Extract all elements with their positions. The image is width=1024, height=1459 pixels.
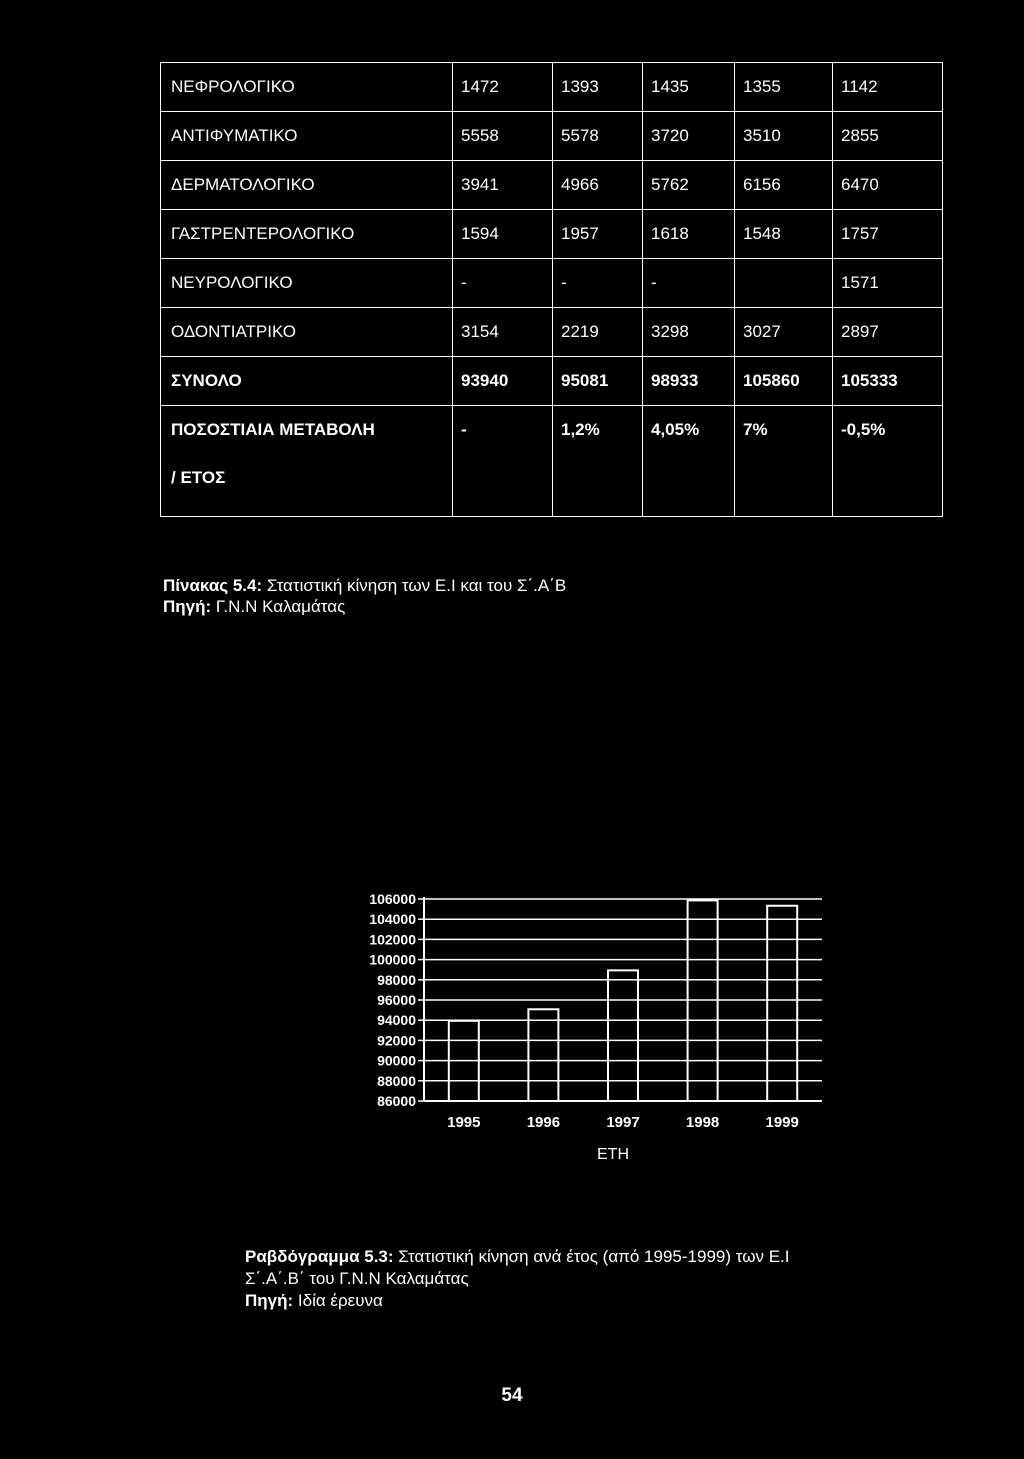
chart-y-tick-label: 100000 xyxy=(369,951,416,968)
table-cell: 5762 xyxy=(643,161,735,210)
table-cell: 3720 xyxy=(643,112,735,161)
chart-source-text: Ιδία έρευνα xyxy=(297,1291,383,1310)
table-cell: 1957 xyxy=(553,210,643,259)
table-cell: - xyxy=(453,259,553,308)
chart-source-label: Πηγή: xyxy=(245,1291,294,1310)
table-cell: 5578 xyxy=(553,112,643,161)
table-cell: 1548 xyxy=(735,210,833,259)
table-caption-label: Πίνακας 5.4: xyxy=(163,576,263,595)
chart-x-tick-label: 1998 xyxy=(685,1114,720,1131)
percent-change-label-line1: ΠΟΣΟΣΤΙΑΙΑ ΜΕΤΑΒΟΛΗ xyxy=(171,420,375,439)
table-cell: 6156 xyxy=(735,161,833,210)
chart-y-tick-label: 88000 xyxy=(377,1072,416,1089)
row-label: ΓΑΣΤΡΕΝΤΕΡΟΛΟΓΙΚΟ xyxy=(161,210,453,259)
chart-x-tick-label: 1997 xyxy=(606,1114,640,1131)
table-cell: - xyxy=(643,259,735,308)
table-cell: -0,5% xyxy=(833,406,943,517)
total-label: ΣΥΝΟΛΟ xyxy=(161,357,453,406)
table-source-text: Γ.Ν.Ν Καλαμάτας xyxy=(215,597,346,616)
table-cell: 1393 xyxy=(553,63,643,112)
row-label: ΝΕΦΡΟΛΟΓΙΚΟ xyxy=(161,63,453,112)
table-cell: 2897 xyxy=(833,308,943,357)
row-label: ΝΕΥΡΟΛΟΓΙΚΟ xyxy=(161,259,453,308)
chart-x-tick-label: 1995 xyxy=(447,1114,481,1131)
table-cell: 3027 xyxy=(735,308,833,357)
table-cell: 1142 xyxy=(833,63,943,112)
table-cell: - xyxy=(453,406,553,517)
chart-y-tick-label: 102000 xyxy=(369,931,416,948)
chart-y-tick-label: 92000 xyxy=(377,1032,416,1049)
chart-x-axis-label: ΕΤΗ xyxy=(597,1146,629,1163)
chart-bar xyxy=(528,1009,558,1101)
table-cell: 3510 xyxy=(735,112,833,161)
chart-y-tick-label: 96000 xyxy=(377,992,416,1008)
row-label: ΑΝΤΙΦΥΜΑΤΙΚΟ xyxy=(161,112,453,161)
chart-caption-line2: Σ΄.Α΄.Β΄ του Γ.Ν.Ν Καλαμάτας xyxy=(245,1269,469,1288)
table-cell: 7% xyxy=(735,406,833,517)
table-cell: 1594 xyxy=(453,210,553,259)
table-cell: 1355 xyxy=(735,63,833,112)
table-cell: 105860 xyxy=(735,357,833,406)
chart-y-tick-label: 104000 xyxy=(369,911,416,928)
table-cell: 1435 xyxy=(643,63,735,112)
table-cell: 93940 xyxy=(453,357,553,406)
chart-x-tick-label: 1996 xyxy=(526,1114,561,1131)
chart-y-tick-label: 98000 xyxy=(377,971,416,988)
chart-grid xyxy=(424,899,822,1101)
table-cell: - xyxy=(553,259,643,308)
table-cell: 4966 xyxy=(553,161,643,210)
chart-y-tick-label: 94000 xyxy=(377,1012,416,1029)
row-label: ΔΕΡΜΑΤΟΛΟΓΙΚΟ xyxy=(161,161,453,210)
chart-source xyxy=(245,1290,383,1311)
chart-bar xyxy=(767,906,797,1101)
percent-change-label-line2: / ΕΤΟΣ xyxy=(171,468,226,487)
chart-y-tick-label: 90000 xyxy=(377,1052,416,1069)
table-caption-text: Στατιστική κίνηση των Ε.Ι και του Σ΄.Α΄Β xyxy=(266,576,567,595)
chart-x-ticks xyxy=(447,1114,799,1131)
table-cell: 1472 xyxy=(453,63,553,112)
chart-y-ticks xyxy=(369,891,424,1109)
table-cell: 2219 xyxy=(553,308,643,357)
table-cell: 1618 xyxy=(643,210,735,259)
table-cell: 6470 xyxy=(833,161,943,210)
chart-caption xyxy=(245,1246,790,1267)
chart-x-tick-label: 1999 xyxy=(765,1114,799,1131)
table-cell: 1571 xyxy=(833,259,943,308)
chart-caption-text: Στατιστική κίνηση ανά έτος (από 1995-1999) των Ε.Ι xyxy=(398,1247,790,1266)
table-cell: 3298 xyxy=(643,308,735,357)
page-number: 54 xyxy=(501,1385,523,1406)
table-cell: 3941 xyxy=(453,161,553,210)
chart-y-tick-label: 86000 xyxy=(377,1093,416,1109)
table-cell: 1757 xyxy=(833,210,943,259)
chart-caption-label: Ραβδόγραμμα 5.3: xyxy=(245,1247,394,1266)
row-label: ΟΔΟΝΤΙΑΤΡΙΚΟ xyxy=(161,308,453,357)
chart-y-tick-label: 106000 xyxy=(369,891,416,907)
table-cell: 95081 xyxy=(553,357,643,406)
table-cell: 3154 xyxy=(453,308,553,357)
table-cell: 98933 xyxy=(643,357,735,406)
table-cell: 105333 xyxy=(833,357,943,406)
table-cell: 5558 xyxy=(453,112,553,161)
table-cell: 1,2% xyxy=(553,406,643,517)
table-cell: 4,05% xyxy=(643,406,735,517)
table-cell: 2855 xyxy=(833,112,943,161)
table-source-label: Πηγή: xyxy=(163,597,212,616)
